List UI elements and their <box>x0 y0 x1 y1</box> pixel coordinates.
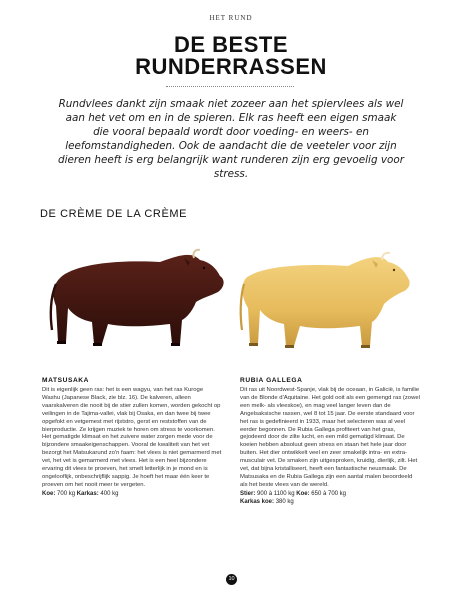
matsusaka-bull-illustration <box>42 246 232 350</box>
title-line-2: RUNDERRASSEN <box>135 54 327 79</box>
page-title <box>0 34 462 78</box>
intro-paragraph: Rundvlees dankt zijn smaak niet zozeer aan het spiervlees als wel aan het vet om en in de spieren. Elk ras heeft een eigen smaak die vooral bepaald wordt door voeding- en weers- en leefomstandigheden. Ook de aandacht die de veeteler voor zijn dieren heeft is erg belangrijk want runderen zijn erg gevoelig voor stress. <box>58 98 404 180</box>
koe-label: Koe: <box>42 490 56 497</box>
rubia-gallega-bull-drawing <box>236 250 416 350</box>
matsusaka-weights <box>42 490 222 498</box>
rubia-gallega-weights <box>240 490 420 506</box>
running-header: HET RUND <box>209 14 253 22</box>
rubia-gallega-bull-illustration <box>236 250 416 350</box>
karkas-label: Karkas: <box>76 490 99 497</box>
matsusaka-heading: MATSUSAKA <box>42 377 90 384</box>
title-divider <box>166 86 294 87</box>
title-line-1: DE BESTE <box>173 32 289 57</box>
matsusaka-description: Dit is eigenlijk geen ras: het is een wagyu, van het ras Kuroge Washu (Japanese Black, zie blz. 16). De kalveren, alleen vaarskalveren die nooit bij de stier zullen komen, worden gekocht op veilingen in de Tajima-vallei, vlak bij Osaka, en dan twee bij twee opgefokt en vetgemest met rijststro, gerst en reststoffen van de bierproductie. Ze krijgen muziek te horen om stress te voorkomen. Het gematigde klimaat en het zuivere water zorgen mede voor de bijzondere smaakeigenschappen. Vooral de kwaliteit van het vet bezorgt het Matsukarund zo'n faam: het vlees is niet gemarmerd met vet, het vet is gemarmerd met vlees. Het is een heel bijzondere ervaring dit vlees te proeven, het smelt letterlijk in je mond en is ongelooflijk, onbeschrijflijk sappig. Je hoeft het maar één keer te proeven om het nooit meer te vergeten. <box>42 387 222 488</box>
stier-value: 900 à 1100 kg <box>257 490 295 497</box>
karkas-koe-value: 380 kg <box>275 498 294 505</box>
page-number: 10 <box>226 574 237 585</box>
stier-label: Stier: <box>240 490 256 497</box>
koe-value: 700 kg <box>57 490 76 497</box>
karkas-koe-label: Karkas koe: <box>240 498 275 505</box>
matsusaka-column <box>42 377 222 498</box>
section-heading: DE CRÈME DE LA CRÈME <box>40 208 188 220</box>
rubia-gallega-description: Dit ras uit Noordwest-Spanje, vlak bij de oceaan, in Galicië, is familie van de Blonde d'Aquitaine. Het gold ooit als een gemengd ras (zowel een melk- als vleeskoe), en mag veel langer leven dan de Angelsaksische rassen, wel 8 tot 15 jaar. De eerste standaard voor het ras is gedefinieerd in 1933, maar het selecteren was al veel eerder begonnen. De Rubia Gallega profiteert van het gras, gejodeerd door de zilte lucht, en een mild gematigd klimaat. De koeien hebben absoluut geen stress en staan het hele jaar door buiten. Het dier ontwikkelt veel en zeer smakelijk intra- en extra-musculair vet. De smaken zijn uitgesproken, kruidig, dierlijk, zilt. Het vet, dat bijna kristalliseert, heeft een fantastische neusmaak. De Matsusaka en de Rubia Gallega zijn een aantal malen beoordeeld als het beste vlees van de wereld. <box>240 387 420 488</box>
matsusaka-bull-drawing <box>42 246 232 350</box>
rubia-gallega-column <box>240 377 420 506</box>
koe-label: Koe: <box>296 490 310 497</box>
karkas-value: 400 kg <box>100 490 119 497</box>
koe-value: 650 à 700 kg <box>311 490 346 497</box>
rubia-gallega-heading: RUBIA GALLEGA <box>240 377 303 384</box>
